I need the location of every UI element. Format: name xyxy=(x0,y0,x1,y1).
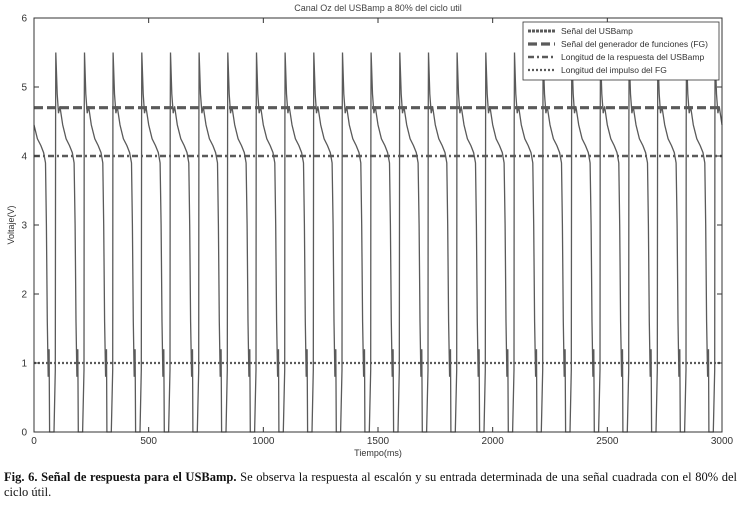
y-tick-label: 1 xyxy=(21,358,27,370)
chart-title: Canal Oz del USBamp a 80% del ciclo util xyxy=(294,3,462,13)
y-tick-label: 4 xyxy=(21,151,27,163)
y-tick-label: 3 xyxy=(21,220,27,232)
y-tick-label: 5 xyxy=(21,82,27,94)
x-tick-label: 2500 xyxy=(596,436,619,447)
y-tick-label: 6 xyxy=(21,13,27,25)
y-tick-label: 0 xyxy=(21,427,27,439)
x-tick-label: 2000 xyxy=(481,436,504,447)
x-tick-label: 0 xyxy=(31,436,37,447)
legend-label-4: Longitud del impulso del FG xyxy=(561,65,667,75)
caption-bold: Fig. 6. Señal de respuesta para el USBamp. xyxy=(4,470,237,484)
y-tick-label: 2 xyxy=(21,289,27,301)
legend-label-3: Longitud de la respuesta del USBamp xyxy=(561,52,705,62)
legend-label-1: Señal del USBamp xyxy=(561,26,633,36)
x-tick-label: 500 xyxy=(140,436,158,447)
y-axis-label: Voltaje(V) xyxy=(6,205,16,245)
legend-label-2: Señal del generador de funciones (FG) xyxy=(561,39,708,49)
legend xyxy=(523,22,719,80)
x-axis-label: Tiempo(ms) xyxy=(354,448,402,458)
figure-caption xyxy=(4,470,737,500)
caption-text: Se observa la respuesta al escalón y su entrada determinada de una señal cuadrada con el 80% del ciclo útil. xyxy=(4,470,738,499)
x-tick-label: 1500 xyxy=(366,436,390,447)
x-tick-label: 1000 xyxy=(252,436,275,447)
x-tick-label: 3000 xyxy=(710,436,734,447)
